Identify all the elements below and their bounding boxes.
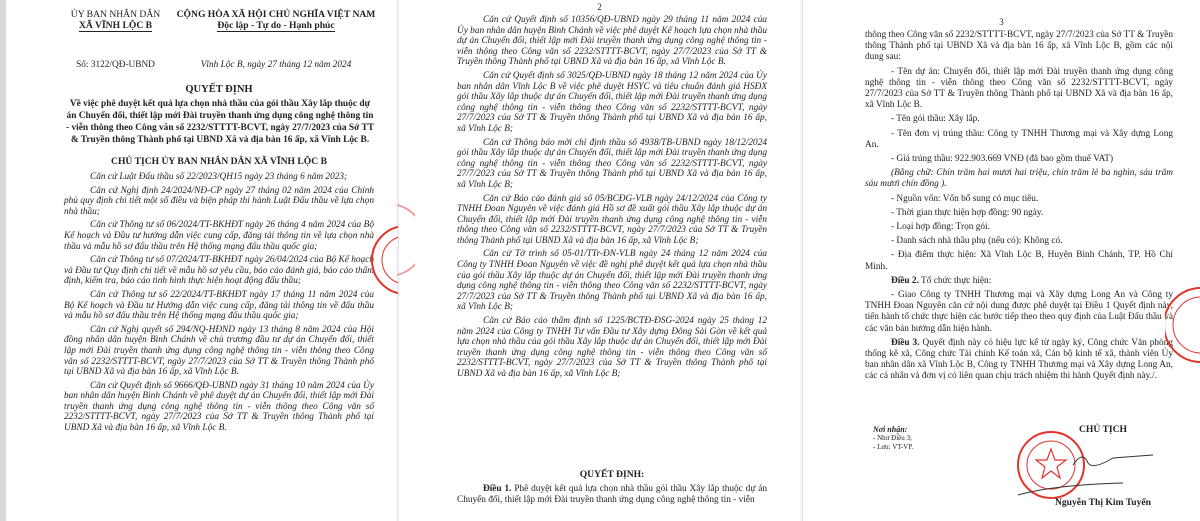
article-3-label: Điều 3. bbox=[891, 337, 920, 348]
detail-item: - Nguồn vốn: Vốn bổ sung có mục tiêu. bbox=[891, 193, 1039, 204]
article-3-text: Quyết định này có hiệu lực kể từ ngày ký, Công chức Văn phòng thống kê xã, Công chức Tài chính Kế toán xã, Cán bộ kinh tế xã, thành viên Ủy ban nhân dân xã Vĩnh Lộc B, Công ty TNHH Thương mại và Xây dựng Long An, các cá nhân và đơn vị có liên quan chịu trách nhiệm thi hành Quyết định này./. bbox=[865, 337, 1173, 382]
national-header bbox=[171, 9, 381, 32]
agency-name: XÃ VĨNH LỘC B bbox=[78, 20, 153, 31]
partial-seal-stamp-icon bbox=[397, 200, 415, 280]
detail-item: - Tên đơn vị trúng thầu: Công ty TNHH Thương mại và Xây dựng Long An. bbox=[865, 128, 1173, 150]
amount-in-words: (Bằng chữ: Chín trăm hai mươi hai triệu, chín trăm lẻ ba nghìn, sáu trăm sáu mươi chín đồng ). bbox=[865, 168, 1173, 190]
document-number: Số: 3122/QĐ-UBND bbox=[76, 60, 155, 70]
legal-basis: Căn cứ Luật Đấu thầu số 22/2023/QH15 ngày 23 tháng 6 năm 2023; bbox=[90, 172, 348, 182]
legal-basis: Căn cứ Báo cáo đánh giá số 05/BCĐG-VLB ngày 24/12/2024 của Công ty TNHH Đoan Nguyên về việc đánh giá Hồ sơ đề xuất gói thầu Xây lắp thuộc dự án Chuyển đổi, thiết lập mới Đài truyền thanh ứng dụng công nghệ thông tin - viễn thông theo Công văn số 2232/STTTT-BCVT, ngày 27/7/2023 của Sở TT & Truyền thông Thành phố tại UBND Xã và địa bàn 16 ấp, xã Vĩnh Lộc B; bbox=[457, 193, 767, 246]
page-number: 2 bbox=[597, 2, 602, 12]
recipient: - Lưu: VT-VP. bbox=[873, 443, 914, 451]
document-subject: Về việc phê duyệt kết quả lựa chọn nhà thầu của gói thầu Xây lắp thuộc dự án Chuyển đổi, thiết lập mới Đài truyền thanh ứng dụng công nghệ thông tin - viễn thông theo Công văn số 2232/STTTT-BCVT, ngày 27/7/2023 của Sở TT & Truyền thông Thành phố tại UBND Xã và địa bàn 16 ấp, xã Vĩnh Lộc B. bbox=[66, 99, 374, 145]
article-2-text: Tổ chức thực hiện: bbox=[918, 275, 992, 286]
article-1-text: Phê duyệt kết quả lựa chọn nhà thầu gói thầu Xây lắp thuộc dự án Chuyển đổi, thiết lập mới Đài truyền thanh ứng dụng công nghệ thông tin - viễn bbox=[457, 484, 767, 505]
detail-item: - Loại hợp đồng: Trọn gói. bbox=[891, 222, 990, 233]
detail-item: - Thời gian thực hiện hợp đồng: 90 ngày. bbox=[891, 207, 1044, 218]
legal-basis: Căn cứ Quyết định số 10356/QĐ-UBND ngày 29 tháng 11 năm 2024 của Ủy ban nhân dân huyện Bình Chánh về việc phê duyệt Kế hoạch lựa chọn nhà thầu dự án Chuyển đổi, thiết lập mới Đài truyền thanh ứng dụng công nghệ thông tin - viễn thông theo Công văn số 2232/STTTT-BCVT, ngày 27/7/2023 của Sở TT & Truyền thông Thành phố tại UBND Xã và địa bàn 16 ấp, xã Vĩnh Lộc B. bbox=[457, 15, 767, 68]
document-page-3 bbox=[802, 0, 1200, 521]
detail-item: - Địa điểm thực hiện: Xã Vĩnh Lộc B, Huyện Bình Chánh, TP. Hồ Chí Minh. bbox=[865, 250, 1173, 272]
page-number: 3 bbox=[999, 17, 1004, 27]
recipient: - Như Điều 3; bbox=[873, 434, 912, 442]
legal-basis: Căn cứ Thông báo mời chỉ định thầu số 4938/TB-UBND ngày 18/12/2024 gói thầu Xây lắp thuộc dự án Chuyển đổi, thiết lập mới Đài truyền thanh ứng dụng công nghệ thông tin - viễn thông theo Công văn số 2232/STTTT-BCVT, ngày 27/7/2023 của Sở TT & Truyền thông Thành phố tại UBND Xã và địa bàn 16 ấp, xã Vĩnh Lộc B; bbox=[457, 137, 767, 190]
red-seal-and-signature-icon bbox=[1013, 425, 1153, 505]
place-and-date: Vĩnh Lộc B, ngày 27 tháng 12 năm 2024 bbox=[200, 60, 352, 70]
legal-basis: Căn cứ Thông tư số 22/2024/TT-BKHĐT ngày 17 tháng 11 năm 2024 của Bộ Kế hoạch và Đầu tư Hướng dẫn việc cung cấp, đăng tải thông tin về đấu thầu và mẫu hồ sơ đấu thầu trên Hệ thống mạng đấu thầu quốc gia; bbox=[64, 289, 374, 322]
signer-name: Nguyễn Thị Kim Tuyến bbox=[1054, 497, 1152, 508]
legal-basis: Căn cứ Thông tư số 06/2024/TT-BKHĐT ngày 26 tháng 4 năm 2024 của Bộ Kế hoạch và Đầu tư hướng dẫn việc cung cấp, đăng tải thông tin về lựa chọn nhà thầu và mẫu hồ sơ đấu thầu trên Hệ thống mạng đấu thầu quốc gia; bbox=[64, 220, 374, 252]
document-title: QUYẾT ĐỊNH bbox=[185, 84, 253, 95]
legal-basis: Căn cứ Quyết định số 3025/QĐ-UBND ngày 18 tháng 12 năm 2024 của Ủy ban nhân dân Vĩnh Lộc B về việc phê duyệt HSYC và tiêu chuẩn đánh giá HSĐX gói thầu Xây lắp thuộc dự án Chuyển đổi, thiết lập mới Đài truyền thanh ứng dụng công nghệ thông tin - viễn thông theo Công văn số 2232/STTTT-BCVT, ngày 27/7/2023 của Sở TT & Truyền thông Thành phố tại UBND Xã và địa bàn 16 ấp, xã Vĩnh Lộc B; bbox=[457, 70, 767, 134]
detail-item: - Danh sách nhà thầu phụ (nếu có): Không có. bbox=[891, 236, 1063, 247]
article-1-continuation: thông theo Công văn số 2232/STTTT-BCVT, ngày 27/7/2023 của Sở TT & Truyền thông Thành phố tại UBND Xã và địa bàn 16 ấp, xã Vĩnh Lộc B, gồm các nội dung sau: bbox=[865, 30, 1174, 63]
recipients-title: Nơi nhận: bbox=[873, 425, 908, 434]
decision-heading: QUYẾT ĐỊNH: bbox=[579, 469, 645, 480]
detail-item: - Tên gói thầu: Xây lắp. bbox=[891, 114, 980, 125]
partial-seal-stamp-icon bbox=[1165, 285, 1200, 365]
document-page-1 bbox=[0, 0, 396, 521]
article-2 bbox=[865, 276, 1173, 287]
article-3 bbox=[865, 338, 1173, 383]
document-page-2 bbox=[398, 0, 800, 521]
motto: Độc lập - Tự do - Hạnh phúc bbox=[217, 20, 335, 31]
issuing-agency bbox=[58, 9, 173, 32]
legal-basis: Căn cứ Báo cáo thẩm định số 1225/BCTĐ-ĐSG-2024 ngày 25 tháng 12 năm 2024 của Công ty TNHH Tư vấn Đầu tư Xây dựng Đông Sài Gòn về kết quả lựa chọn nhà thầu của gói thầu Xây lắp thuộc dự án Chuyển đổi, thiết lập mới Đài truyền thanh ứng dụng công nghệ thông tin - viễn thông theo Công văn số 2232/STTTT-BCVT, ngày 27/7/2023 của Sở TT & Truyền thông Thành phố tại UBND Xã và địa bàn 16 ấp, xã Vĩnh Lộc B; bbox=[457, 316, 767, 379]
detail-item: - Tên dự án: Chuyển đổi, thiết lập mới Đài truyền thanh ứng dụng công nghệ thông tin - viễn thông theo Công văn số 2232/STTTT-BCVT, ngày 27/7/2023 của Sở TT & Truyền thông Thành phố tại UBND Xã và địa bàn 16 ấp, xã Vĩnh Lộc B. bbox=[865, 66, 1173, 111]
article-1-details bbox=[865, 30, 1173, 386]
signer-title: CHỦ TỊCH bbox=[1078, 424, 1128, 435]
nation-title: CỘNG HÒA XÃ HỘI CHỦ NGHĨA VIỆT NAM bbox=[176, 9, 376, 20]
recipients-block bbox=[873, 425, 913, 452]
legal-basis: Căn cứ Thông tư số 07/2024/TT-BKHĐT ngày 26/04/2024 của Bộ Kế hoạch và Đầu tư Quy định chi tiết về mẫu hồ sơ yêu cầu, báo cáo đánh giá, báo cáo thẩm định, kiểm tra, báo cáo tình hình thực hiện hoạt động đấu thầu; bbox=[64, 255, 374, 287]
legal-basis: Căn cứ Quyết định số 9666/QĐ-UBND ngày 31 tháng 10 năm 2024 của Ủy ban nhân dân huyện Bình Chánh về phê duyệt dự án Chuyển đổi, thiết lập mới Đài truyền thanh ứng dụng công nghệ thông tin - viễn thông theo Công văn số 2232/STTTT-BCVT, ngày 27/7/2023 của Sở TT & Truyền thông Thành phố tại UBND Xã và địa bàn 16 ấp, xã Vĩnh Lộc B. bbox=[64, 380, 374, 434]
legal-bases bbox=[457, 15, 767, 383]
article-2-label: Điều 2. bbox=[891, 275, 919, 286]
motto-line bbox=[171, 20, 381, 32]
detail-item: - Giá trúng thầu: 922.903.669 VNĐ (đã bao gồm thuế VAT) bbox=[891, 154, 1114, 165]
legal-basis: Căn cứ Nghị định 24/2024/NĐ-CP ngày 27 tháng 02 năm 2024 của Chính phủ quy định chi tiết một số điều và biện pháp thi hành Luật Đấu thầu về lựa chọn nhà thầu; bbox=[64, 185, 374, 217]
legal-basis: Căn cứ Tờ trình số 05-01/TTr-ĐN-VLB ngày 24 tháng 12 năm 2024 của Công ty TNHH Đoan Nguyên về việc đề nghị phê duyệt kết quả lựa chọn nhà thầu của gói thầu Xây lắp thuộc dự án Chuyển đổi, thiết lập mới Đài truyền thanh ứng dụng công nghệ thông tin - viễn thông theo Công văn số 2232/STTTT-BCVT, ngày 27/7/2023 của Sở TT & Truyền thông Thành phố tại UBND Xã và địa bàn 16 ấp, xã Vĩnh Lộc B; bbox=[457, 249, 767, 313]
authority-heading: CHỦ TỊCH ỦY BAN NHÂN DÂN XÃ VĨNH LỘC B bbox=[111, 156, 327, 167]
article-2-item: - Giao Công ty TNHH Thương mại và Xây dựng Long An và Công ty TNHH Đoan Nguyên căn cứ nội dung được phê duyệt tại Điều 1 Quyết định này, tiến hành tổ chức thực hiện các bước tiếp theo theo quy định của Luật Đấu thầu và các văn bản hướng dẫn hiện hành. bbox=[865, 290, 1173, 334]
article-1 bbox=[457, 484, 767, 508]
agency-line-1: ỦY BAN NHÂN DÂN bbox=[70, 9, 161, 20]
legal-bases bbox=[64, 172, 374, 437]
legal-basis: Căn cứ Nghị quyết số 294/NQ-HĐND ngày 13 tháng 8 năm 2024 của Hội đồng nhân dân huyện Bình Chánh về chủ trương đầu tư dự án Chuyển đổi, thiết lập mới Đài truyền thanh ứng dụng công nghệ thông tin - viễn thông theo Công văn số 2232/STTTT-BCVT, ngày 27/7/2023 của Sở TT & Truyền thông Thành phố tại UBND Xã và địa bàn 16 ấp, xã Vĩnh Lộc B. bbox=[64, 324, 374, 378]
agency-line-2 bbox=[58, 20, 173, 32]
article-1-label: Điều 1. bbox=[483, 484, 512, 494]
